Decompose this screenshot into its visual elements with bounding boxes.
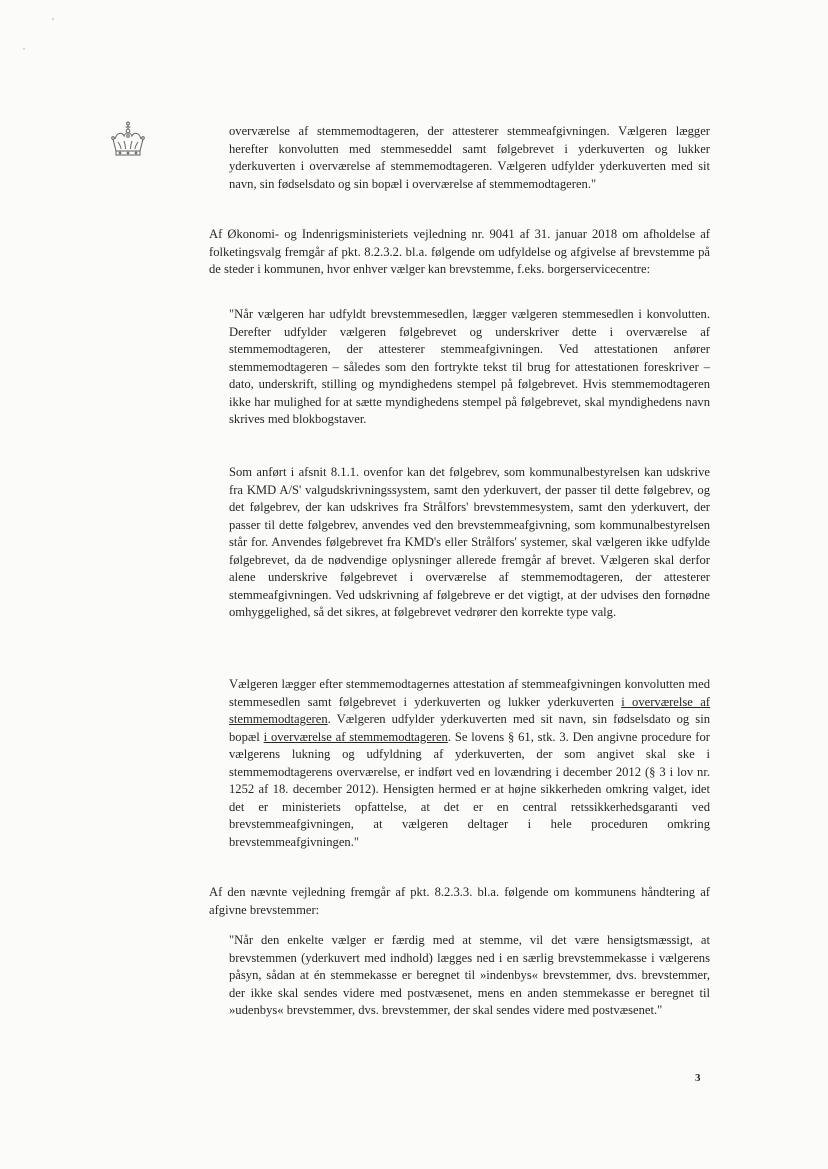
scan-speck bbox=[23, 48, 25, 50]
scan-speck bbox=[52, 18, 54, 20]
quote-paragraph-envelope-procedure bbox=[229, 676, 710, 851]
intro-paragraph-guidance-8-2-3-2: Af Økonomi- og Indenrigsministeriets vejledning nr. 9041 af 31. januar 2018 om afholdelse af folketingsvalg fremgår af pkt. 8.2.3.2. bl.a. følgende om udfyldelse og afgivelse af brevstemme på de steder i kommunen, hvor enhver vælger kan brevstemme, f.eks. borgerservicecentre: bbox=[209, 227, 710, 276]
quote-continued-paragraph: overværelse af stemmemodtageren, der attesterer stemmeafgivningen. Vælgeren lægger herefter konvolutten med stemmeseddel samt følgebrevet i yderkuverten og lukker yderkuverten i overværelse af stemmemodtageren. Vælgeren udfylder yderkuverten med sit navn, sin fødselsdato og sin bopæl i overværelse af stemmemodtageren." bbox=[229, 124, 710, 191]
intro-paragraph-guidance-8-2-3-3: Af den nævnte vejledning fremgår af pkt. 8.2.3.3. bl.a. følgende om kommunens håndtering af afgivne brevstemmer: bbox=[209, 885, 710, 917]
text-segment: Vælgeren lægger efter stemmemodtagernes attestation af stemmeafgivningen konvolutten med stemmesedlen samt følgebrevet i yderkuverten og lukker yderkuverten bbox=[229, 677, 710, 709]
quote-paragraph-ballot-box: "Når den enkelte vælger er færdig med at stemme, vil det være hensigtsmæssigt, at brevstemmen (yderkuvert med indhold) lægges ned i en særlig brevstemmekasse i vælgerens påsyn, sådan at én stemmekasse er beregnet til »indenbys« brevstemmer, dvs. brevstemmer, der ikke skal sendes videre med postvæsenet, mens en anden stemmekasse er beregnet til »udenbys« brevstemmer, dvs. brevstemmer, der skal sendes videre med postvæsenet." bbox=[229, 933, 710, 1017]
quote-paragraph-cover-letter: Som anført i afsnit 8.1.1. ovenfor kan det følgebrev, som kommunalbestyrelsen kan udskrive fra KMD A/S' valgudskrivningssystem, samt den yderkuvert, der passer til dette følgebrev, og det følgebrev, der kan udskrives fra Strålfors' brevstemmesystem, samt den yderkuvert, der passer til dette følgebrev, anvendes ved den brevstemmeafgivning, som kommunalbestyrelsen står for. Anvendes følgebrevet fra KMD's eller Strålfors' systemer, skal vælgeren ikke udfylde følgebrevet, da de nødvendige oplysninger allerede fremgår af brevet. Vælgeren skal derfor alene underskrive følgebrevet i overværelse af stemmemodtageren, der attesterer stemmeafgivningen. Ved udskrivning af følgebreve er det vigtigt, at der udvises den fornødne omhyggelighed, så det sikres, at følgebrevet vedrører den korrekte type valg. bbox=[229, 465, 710, 619]
text-segment: . Vælgeren udfylder yderkuverten med sit navn, sin fødselsdato og sin bopæl bbox=[229, 712, 710, 744]
page-number: 3 bbox=[695, 1072, 701, 1084]
text-segment: . Se lovens § 61, stk. 3. Den angivne procedure for vælgerens lukning og udfyldning af yderkuverten, der som angivet skal ske i stemmemodtagerens overværelse, er indført ved en lovændring i december 2012 (§ 3 i lov nr. 1252 af 18. december 2012). Hensigten hermed er at højne sikkerheden omkring valget, idet det er ministeriets opfattelse, at det er en central retssikkerhedsgaranti ved brevstemmeafgivningen, at vælgeren deltager i hele proceduren omkring brevstemmeafgivningen." bbox=[229, 729, 710, 849]
underlined-phrase: i overværelse af stemmemodtageren bbox=[263, 729, 448, 744]
royal-crown-icon bbox=[108, 120, 148, 160]
quote-paragraph-ballot-completion: "Når vælgeren har udfyldt brevstemmesedlen, lægger vælgeren stemmesedlen i konvolutten. Derefter udfylder vælgeren følgebrevet og underskriver dette i overværelse af stemmemodtageren, der attesterer stemmeafgivningen. Ved attestationen anfører stemmemodtageren – således som den fortrykte tekst til brug for attestationen foreskriver – dato, underskrift, stilling og myndighedens stempel på følgebrevet. Hvis stemmemodtageren ikke har mulighed for at sætte myndighedens stempel på følgebrevet, skal myndighedens navn skrives med blokbogstaver. bbox=[229, 307, 710, 426]
underlined-phrase: i overværelse af stemmemodtageren bbox=[229, 694, 710, 726]
